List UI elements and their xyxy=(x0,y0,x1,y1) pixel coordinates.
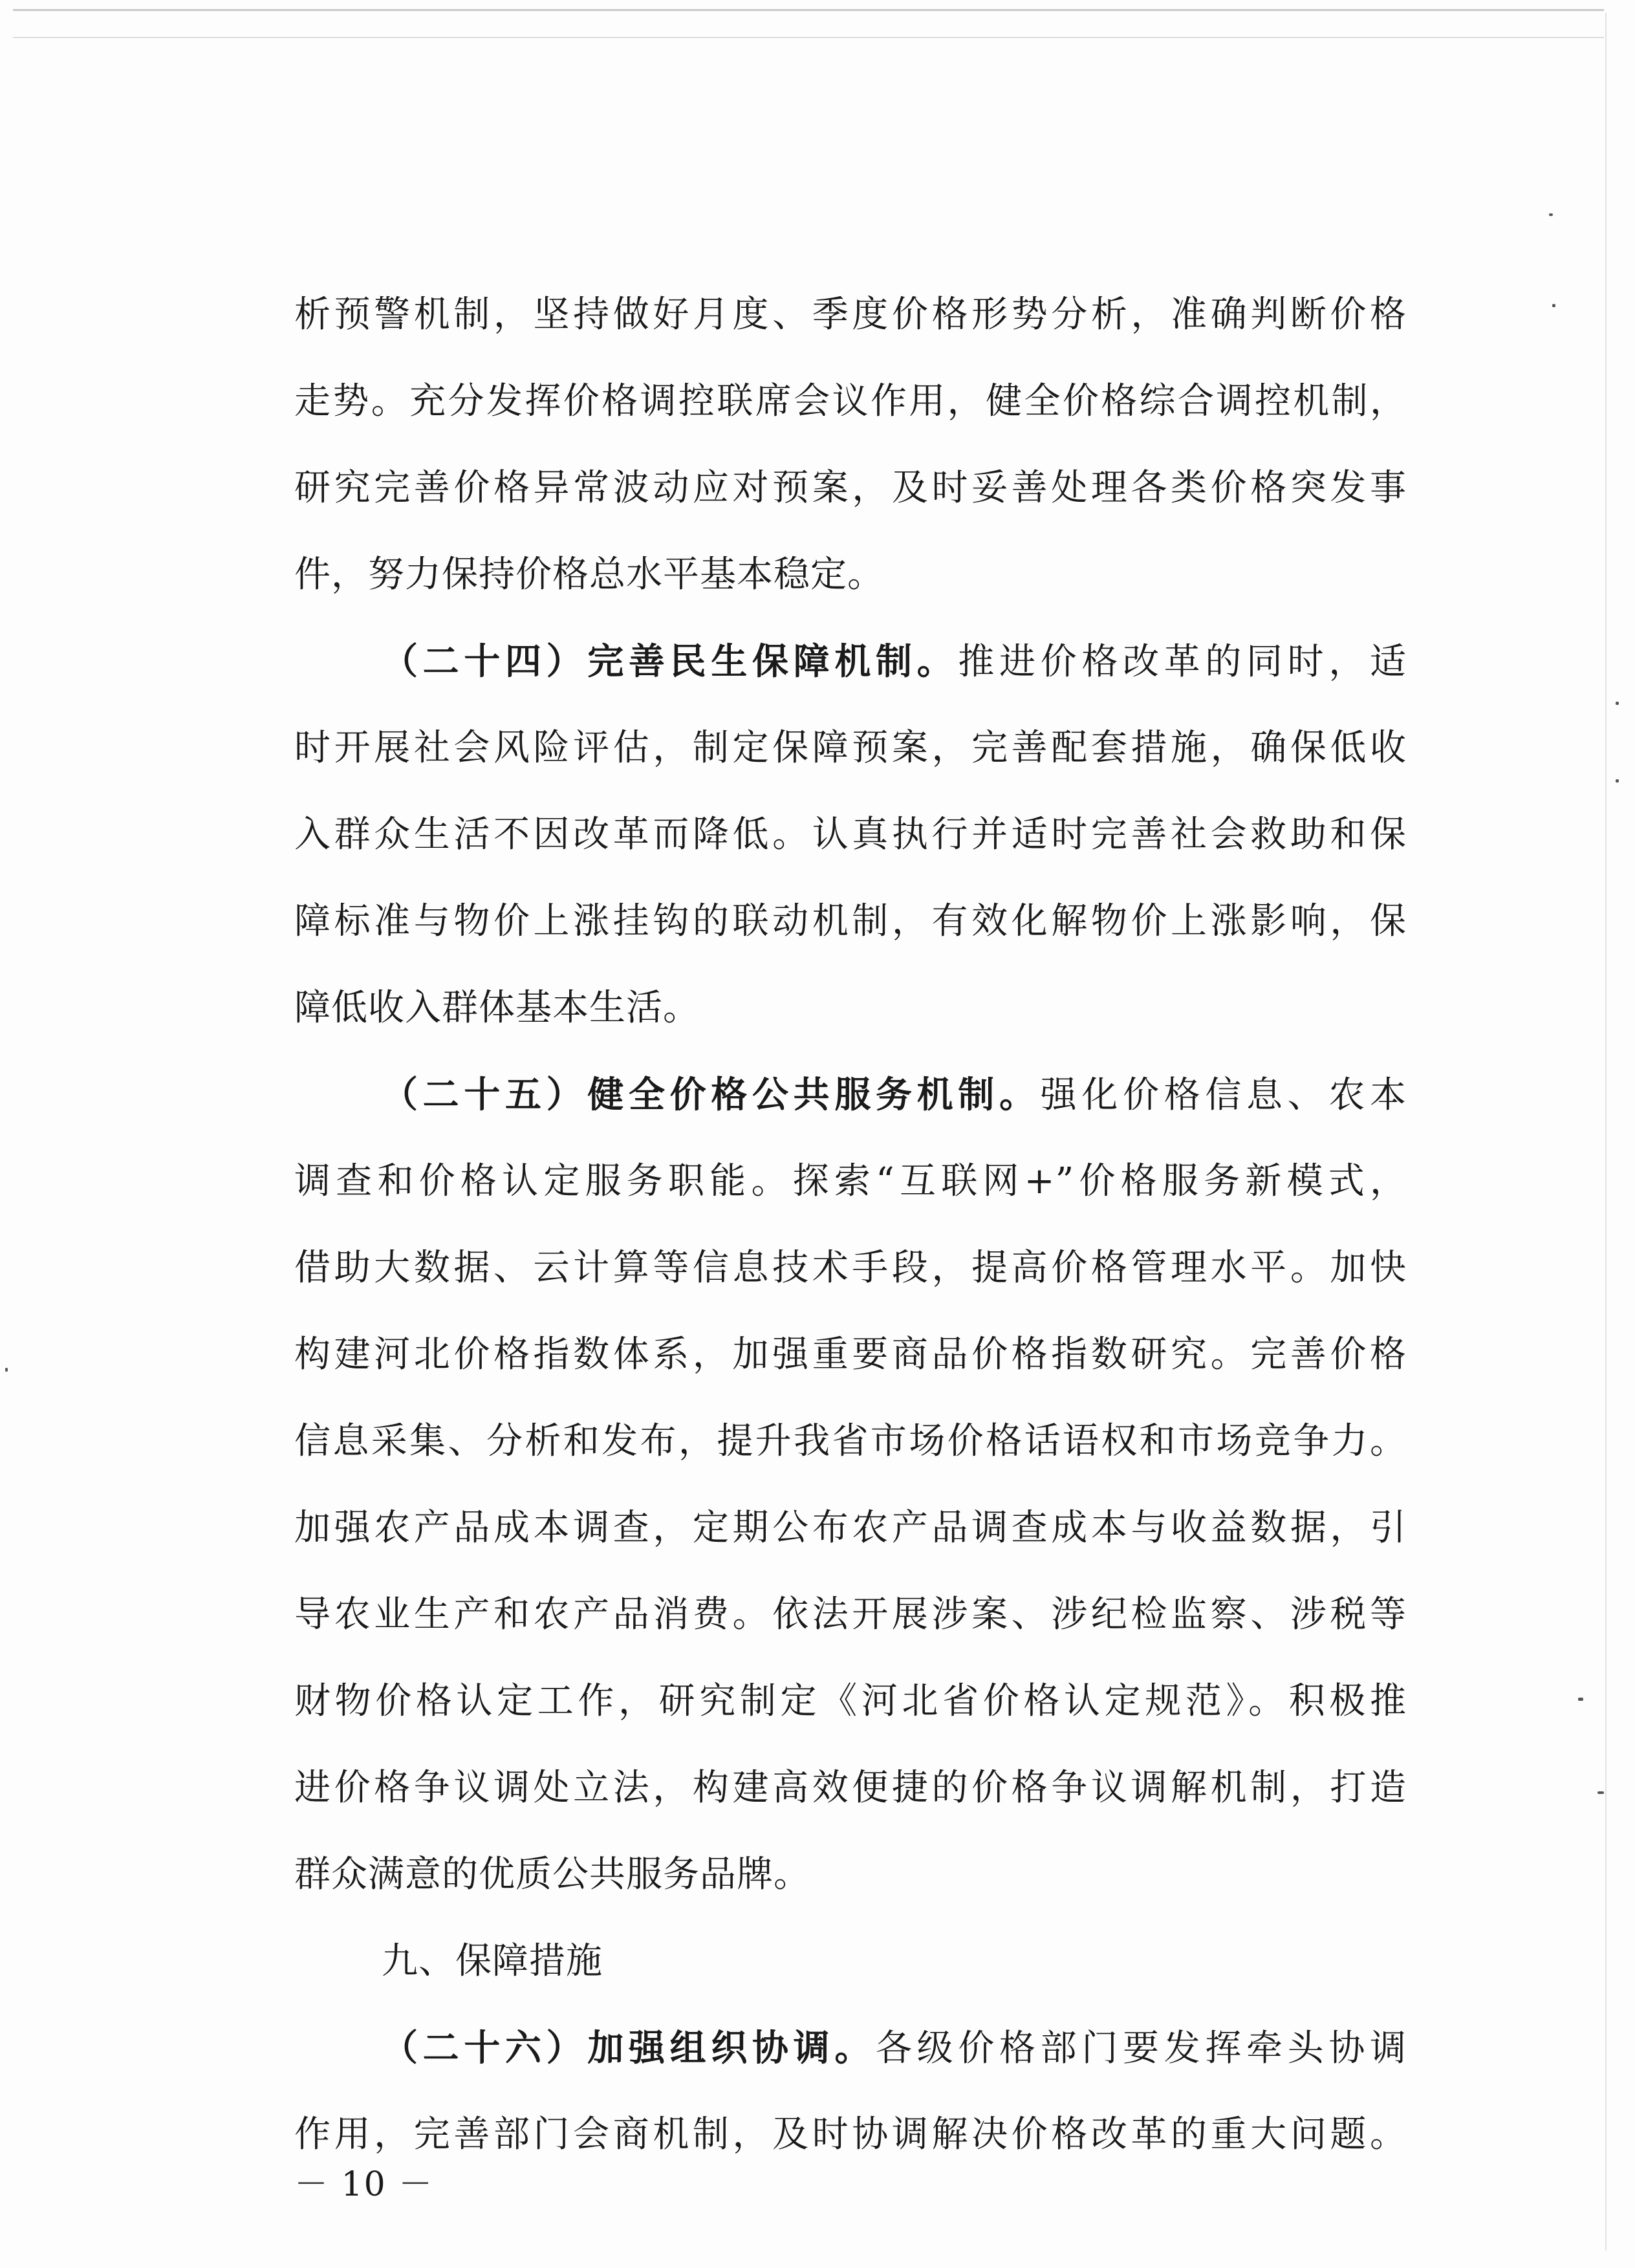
text-line: 信息采集、分析和发布，提升我省市场价格话语权和市场竞争力。 xyxy=(294,1420,1407,1462)
text-line: 析预警机制，坚持做好月度、季度价格形势分析，准确判断价格 xyxy=(294,294,1407,336)
scan-speck xyxy=(1578,1698,1583,1701)
text-line: 作用，完善部门会商机制，及时协调解决价格改革的重大问题。 xyxy=(294,2113,1407,2155)
paragraph-price-warning xyxy=(294,272,1407,618)
scan-speck xyxy=(1597,1791,1604,1794)
paragraph-heading: （二十五）健全价格公共服务机制。 xyxy=(382,1074,1041,1116)
text-line: 加强农产品成本调查，定期公布农产品调查成本与收益数据，引 xyxy=(294,1507,1407,1549)
text-line: 件，努力保持价格总水平基本稳定。 xyxy=(294,554,884,596)
scan-speck xyxy=(1616,779,1619,783)
text-line xyxy=(294,1052,1407,1138)
scan-speck xyxy=(5,1368,8,1372)
paragraph-heading: （二十四）完善民生保障机制。 xyxy=(382,640,958,683)
heading-continuation: 推进价格改革的同时，适 xyxy=(958,641,1407,683)
text-line: 群众满意的优质公共服务品牌。 xyxy=(294,1853,810,1895)
text-line: 入群众生活不因改革而降低。认真执行并适时完善社会救助和保 xyxy=(294,814,1407,856)
text-line: 走势。充分发挥价格调控联席会议作用，健全价格综合调控机制， xyxy=(294,380,1407,422)
heading-continuation: 强化价格信息、农本 xyxy=(1040,1074,1407,1116)
text-line: 财物价格认定工作，研究制定《河北省价格认定规范》。积极推 xyxy=(294,1680,1407,1722)
text-line: 进价格争议调处立法，构建高效便捷的价格争议调解机制，打造 xyxy=(294,1767,1407,1809)
page-number: － 10 － xyxy=(294,2165,434,2204)
paragraph-heading: （二十六）加强组织协调。 xyxy=(382,2027,876,2069)
text-line: 调查和价格认定服务职能。探索“互联网+”价格服务新模式， xyxy=(294,1160,1407,1202)
text-line: 时开展社会风险评估，制定保障预案，完善配套措施，确保低收 xyxy=(294,727,1407,769)
text-line: 障低收入群体基本生活。 xyxy=(294,987,700,1029)
paragraph-26-coordination xyxy=(294,2005,1407,2178)
section-title: 九、保障措施 xyxy=(382,1940,603,1982)
paragraph-24-livelihood xyxy=(294,618,1407,1052)
scan-speck xyxy=(1616,702,1619,705)
text-line: 构建河北价格指数体系，加强重要商品价格指数研究。完善价格 xyxy=(294,1334,1407,1376)
text-line: 研究完善价格异常波动应对预案，及时妥善处理各类价格突发事 xyxy=(294,467,1407,509)
page-right-edge xyxy=(1605,13,1607,2251)
document-body xyxy=(294,272,1407,2178)
text-line: 借助大数据、云计算等信息技术手段，提高价格管理水平。加快 xyxy=(294,1247,1407,1289)
text-line: 导农业生产和农产品消费。依法开展涉案、涉纪检监察、涉税等 xyxy=(294,1593,1407,1636)
scan-speck xyxy=(1552,304,1555,307)
heading-continuation: 各级价格部门要发挥牵头协调 xyxy=(876,2027,1407,2069)
text-line xyxy=(294,618,1407,705)
text-line xyxy=(294,2005,1407,2091)
paragraph-25-public-service xyxy=(294,1052,1407,1918)
text-line: 障标准与物价上涨挂钩的联动机制，有效化解物价上涨影响，保 xyxy=(294,900,1407,942)
scan-speck xyxy=(1549,213,1553,216)
page-top-edge xyxy=(13,9,1604,38)
